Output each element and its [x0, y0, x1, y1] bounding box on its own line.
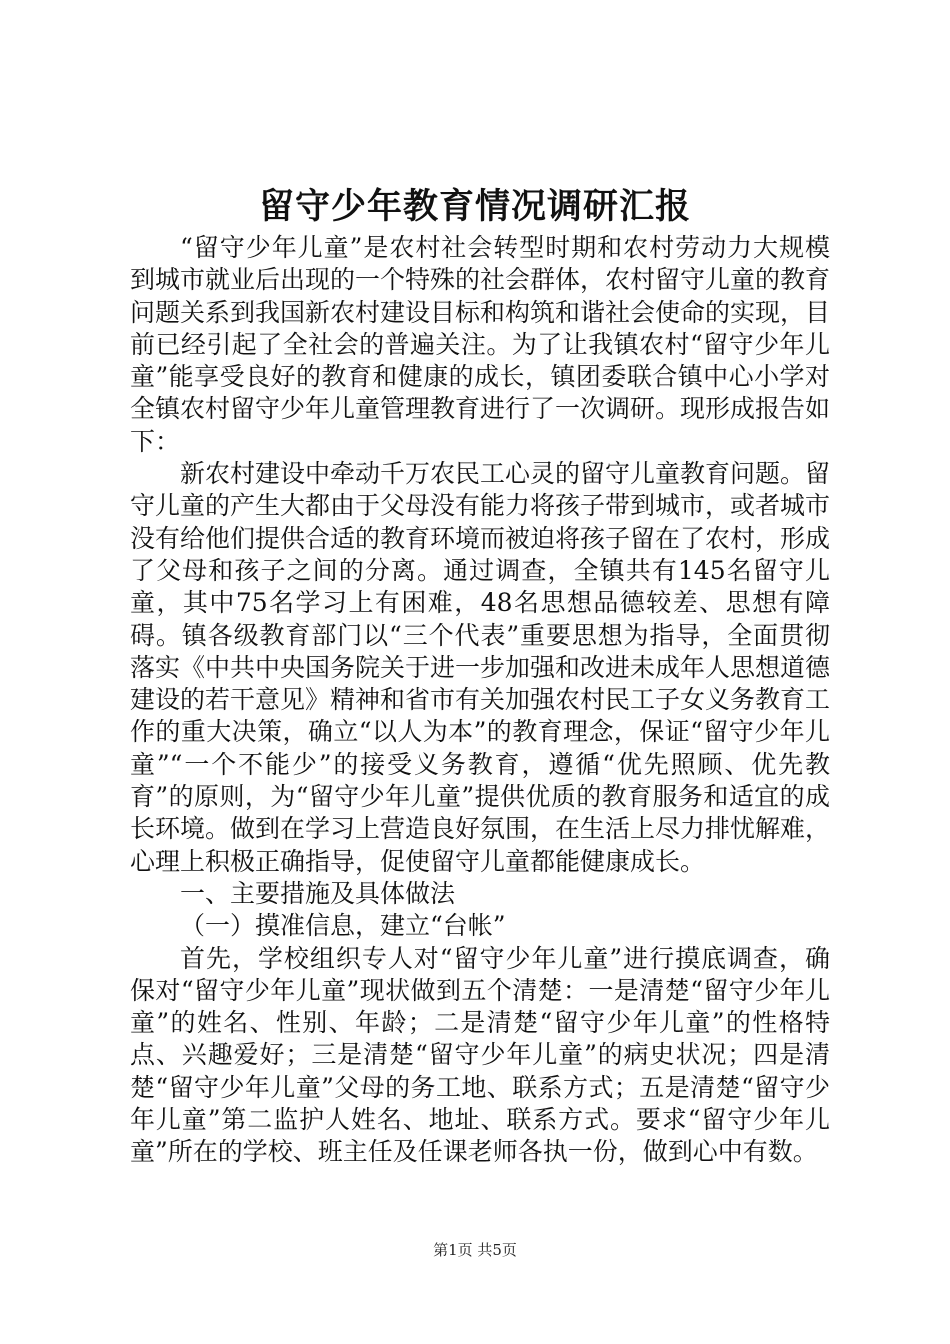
subsection-heading-ledger: （一）摸准信息，建立“台帐” — [180, 911, 506, 941]
section-heading-measures: 一、主要措施及具体做法 — [180, 878, 456, 908]
paragraph-survey: 首先，学校组织专人对“留守少年儿童”进行摸底调查，确保对“留守少年儿童”现状做到五个清楚：一是清楚“留守少年儿童”的姓名、性别、年龄；二是清楚“留守少年儿童”的性格特点、兴趣爱好；三是清楚“留守少年儿童”的病史状况；四是清楚“留守少年儿童”父母的务工地、联系方式；五是清楚“留守少年儿童”第二监护人姓名、地址、联系方式。要求“留守少年儿童”所在的学校、班主任及任课老师各执一份，做到心中有数。 — [130, 943, 830, 1167]
paragraph-background: 新农村建设中牵动千万农民工心灵的留守儿童教育问题。留守儿童的产生大都由于父母没有能力将孩子带到城市，或者城市没有给他们提供合适的教育环境而被迫将孩子留在了农村，形成了父母和孩子之间的分离。通过调查，全镇共有145名留守儿童，其中75名学习上有困难，48名思想品德较差、思想有障碍。镇各级教育部门以“三个代表”重要思想为指导，全面贯彻落实《中共中央国务院关于进一步加强和改进未成年人思想道德建设的若干意见》精神和省市有关加强农村民工子女义务教育工作的重大决策，确立“以人为本”的教育理念，保证“留守少年儿童”“一个不能少”的接受义务教育，遵循“优先照顾、优先教育”的原则，为“留守少年儿童”提供优质的教育服务和适宜的成长环境。做到在学习上营造良好氛围，在生活上尽力排忧解难，心理上积极正确指导，促使留守儿童都能健康成长。 — [130, 459, 831, 876]
document-body — [130, 232, 830, 1169]
page-number-footer: 第1页 共5页 — [433, 1241, 517, 1259]
document-title: 留守少年教育情况调研汇报 — [258, 187, 691, 227]
paragraph-intro: “留守少年儿童”是农村社会转型时期和农村劳动力大规模到城市就业后出现的一个特殊的社会群体，农村留守儿童的教育问题关系到我国新农村建设目标和构筑和谐社会使命的实现，目前已经引起了全社会的普遍关注。为了让我镇农村“留守少年儿童”能享受良好的教育和健康的成长，镇团委联合镇中心小学对全镇农村留守少年儿童管理教育进行了一次调研。现形成报告如下： — [130, 233, 831, 456]
